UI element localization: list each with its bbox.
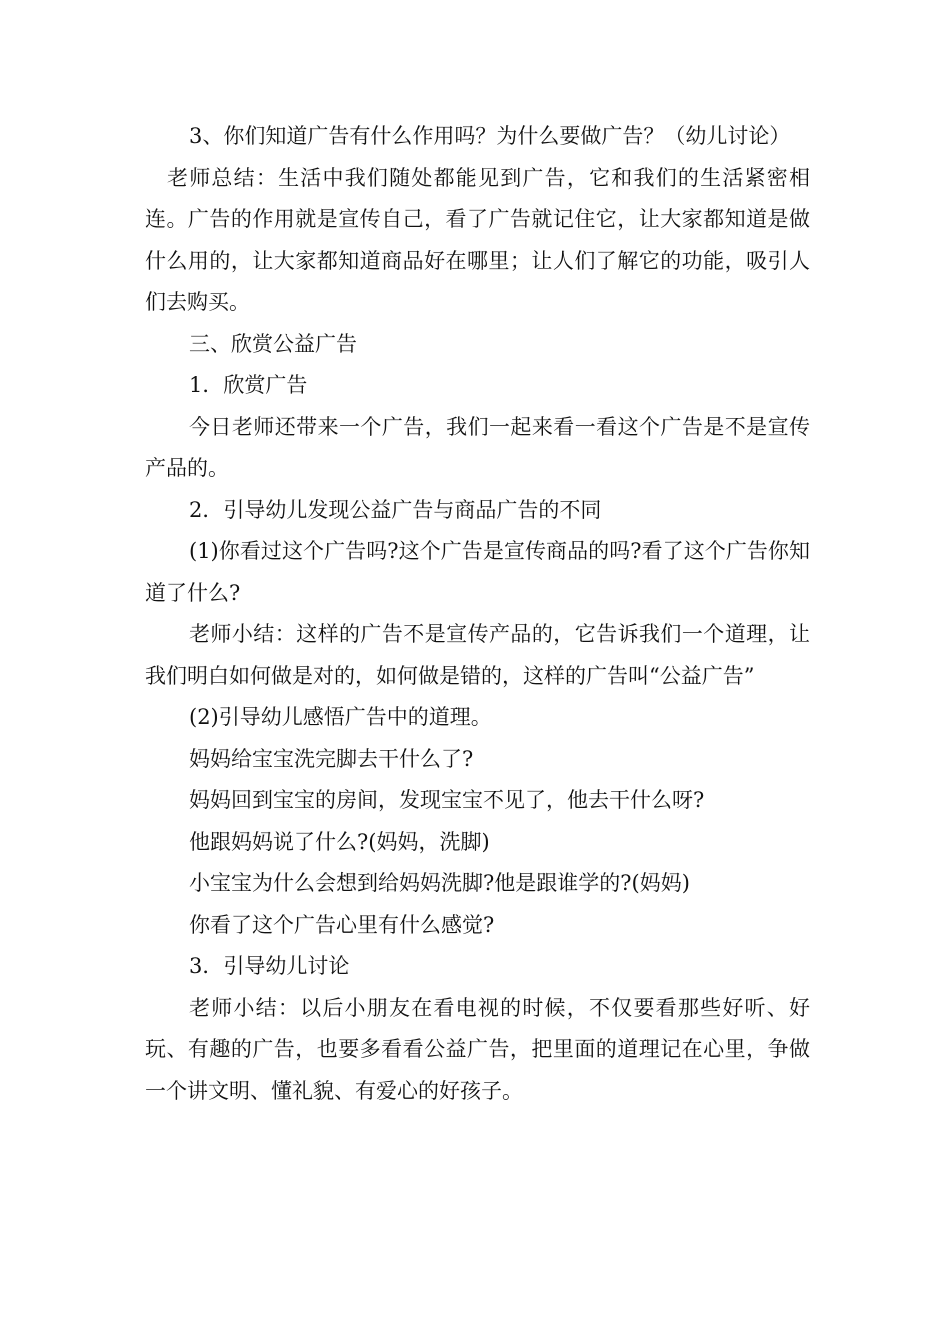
- document-body: [145, 116, 810, 1112]
- section-heading-3: 三、欣赏公益广告: [189, 331, 357, 356]
- paragraph-question-3: 3、你们知道广告有什么作用吗？为什么要做广告？（幼儿讨论）: [189, 124, 791, 148]
- list-item-question: 小宝宝为什么会想到给妈妈洗脚?他是跟谁学的?(妈妈): [189, 871, 690, 895]
- list-item-question: 妈妈回到宝宝的房间，发现宝宝不见了，他去干什么呀?: [189, 788, 705, 812]
- list-item-question: 他跟妈妈说了什么?(妈妈，洗脚): [189, 829, 490, 854]
- paragraph-teacher-summary: 老师总结：生活中我们随处都能见到广告，它和我们的生活紧密相连。广告的作用就是宣传自己，看了广告就记住它，让大家都知道是做什么用的，让大家都知道商品好在哪里；让人们了解它的功能，吸引人们去购买。: [145, 165, 810, 314]
- list-item-question: 妈妈给宝宝洗完脚去干什么了?: [189, 746, 474, 771]
- paragraph-final-summary: 老师小结：以后小朋友在看电视的时候，不仅要看那些好听、好玩、有趣的广告，也要多看看公益广告，把里面的道理记在心里，争做一个讲文明、懂礼貌、有爱心的好孩子。: [145, 995, 810, 1103]
- step-heading-1: 1．欣赏广告: [189, 373, 308, 397]
- paragraph-teacher-conclusion: 老师小结：这样的广告不是宣传产品的，它告诉我们一个道理，让我们明白如何做是对的，如何做是错的，这样的广告叫“公益广告”: [145, 622, 810, 688]
- list-item-question: 你看了这个广告心里有什么感觉?: [189, 912, 495, 937]
- step-heading-2: 2．引导幼儿发现公益广告与商品广告的不同: [189, 497, 602, 522]
- paragraph-question-1: (1)你看过这个广告吗?这个广告是宣传商品的吗?看了这个广告你知道了什么?: [145, 539, 810, 605]
- paragraph-today-ad: 今日老师还带来一个广告，我们一起来看一看这个广告是不是宣传产品的。: [145, 414, 810, 480]
- step-heading-3: 3．引导幼儿讨论: [189, 954, 350, 978]
- paragraph-question-2: (2)引导幼儿感悟广告中的道理。: [189, 705, 492, 729]
